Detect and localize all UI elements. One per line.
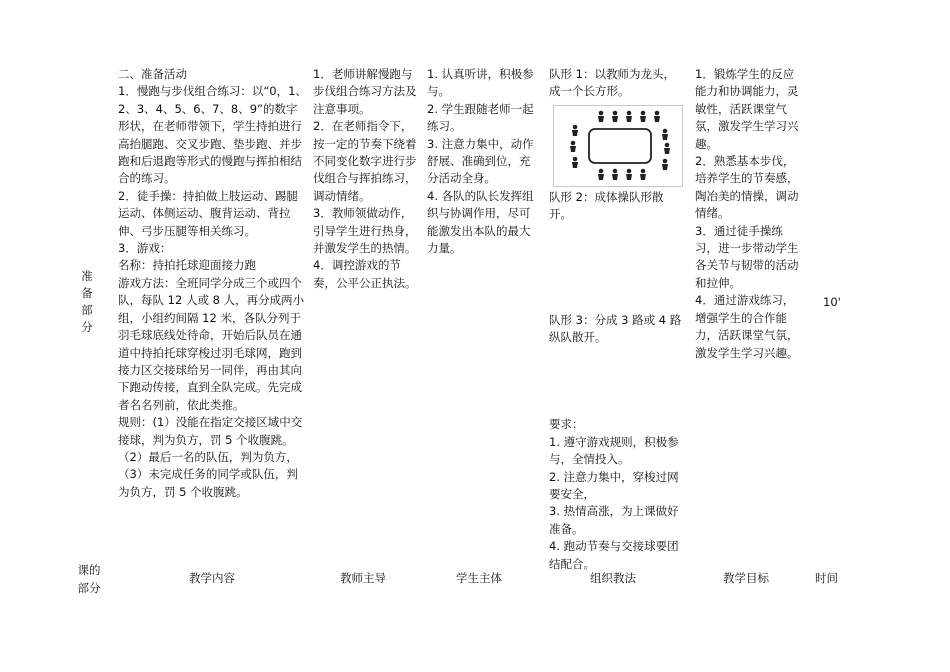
formation-3: 队形 3：分成 3 路或 4 路纵队散开。 [549, 312, 682, 345]
section-name [76, 268, 98, 336]
student-figure-icon [612, 111, 618, 122]
teaching-goals-column [695, 66, 805, 362]
goal-item: 1．锻炼学生的反应能力和协调能力，灵敏性，活跃课堂气氛，激发学生学习兴趣。 [695, 67, 799, 151]
student-figure-icon [626, 111, 632, 122]
rectangle-formation-diagram [553, 105, 683, 187]
teacher-item: 2．在老师指令下，按一定的节奏下绕着不同变化数字进行步伐组合与挥拍练习，调动情绪。 [313, 119, 417, 203]
requirement-item: 4. 跑动节奏与交接球要团结配合。 [549, 539, 679, 571]
student-figure-icon [572, 157, 578, 168]
goal-item: 2．熟悉基本步伐，培养学生的节奏感，陶冶美的情操，调动情绪。 [695, 154, 799, 221]
student-item: 2. 学生跟随老师一起练习。 [427, 101, 534, 134]
header-content: 教学内容 [189, 571, 235, 585]
organization-column [549, 66, 685, 573]
student-item: 1. 认真听讲，积极参与。 [427, 67, 534, 99]
teacher-item: 3．教师领做动作，引导学生进行热身，并激发学生的热情。 [313, 206, 417, 256]
formation-1: 队形 1：以教师为龙头，成一个长方形。 [549, 67, 675, 99]
header-organization: 组织教法 [590, 571, 636, 585]
section-time: 10' [823, 295, 841, 309]
requirement-item: 1. 遵守游戏规则，积极参与，全情投入。 [549, 434, 679, 467]
content-item: 规则：(1）没能在指定交接区域中交接球，判为负方，罚 5 个收腹跳。 [118, 415, 303, 447]
content-item: 2．徒手操：持拍做上肢运动、踢腿运动、体侧运动、腹背运动、背拉伸、弓步压腿等相关练习。 [118, 188, 298, 238]
goal-item: 4．通过游戏练习，增强学生的合作能力，活跃课堂气氛，激发学生学习兴趣。 [695, 293, 799, 360]
student-figure-icon [664, 143, 670, 154]
formation-diagram-svg [553, 105, 683, 187]
content-item: 3．游戏： [118, 241, 172, 256]
header-teacher: 教师主导 [340, 571, 386, 585]
teaching-content-column [118, 66, 308, 501]
requirement-item: 3. 热情高涨，为上课做好准备。 [549, 504, 679, 536]
header-goal: 教学目标 [723, 571, 769, 585]
content-title: 二、准备活动 [118, 67, 187, 81]
student-figures [570, 111, 670, 180]
formation-2: 队形 2：成体操队形散开。 [549, 189, 664, 222]
header-part [74, 561, 104, 597]
requirements-title: 要求： [549, 417, 584, 432]
student-figure-icon [640, 169, 646, 180]
student-figure-icon [570, 141, 576, 152]
content-item: （3）未完成任务的同学或队伍，判为负方，罚 5 个收腹跳。 [118, 467, 298, 499]
student-figure-icon [640, 111, 646, 122]
student-figure-icon [654, 111, 660, 122]
header-time: 时间 [815, 571, 838, 585]
student-figure-icon [662, 129, 668, 140]
requirement-item: 2. 注意力集中，穿梭过网要安全， [549, 469, 679, 502]
teacher-guidance-column [313, 66, 419, 292]
content-item: （2）最后一名的队伍，判为负方， [118, 449, 298, 464]
content-item: 游戏方法：全班同学分成三个或四个队，每队 12 人或 8 人，再分成两小组，小组约间隔 12 米，各队分列于羽毛球底线处待命，开始后队员在通道中持拍托球穿梭过羽毛球网，跑到接力区交接球给另一同伴，再由其向下跑动传接，直到全队完成。先完成者名名列前，依此类推。 [118, 275, 305, 412]
header-part-line: 部分 [77, 581, 101, 595]
goal-item: 3．通过徒手操练习，进一步带动学生各关节与韧带的活动和拉伸。 [695, 223, 799, 290]
student-figure-icon [612, 169, 618, 180]
content-item: 名称：持拍托球迎面接力跑 [118, 258, 256, 273]
student-item: 4. 各队的队长发挥组织与协调作用，尽可能激发出本队的最大力量。 [427, 188, 534, 256]
header-part-line: 课的 [77, 563, 101, 577]
content-item: 1．慢跑与步伐组合练习：以“0，1、2、3、4、5、6、7、8、9”的数字形状，在老师带领下，学生持拍进行高抬腿跑、交叉步跑、垫步跑、并步跑和后退跑等形式的慢跑与挥拍相结合的练习。 [118, 84, 307, 186]
teacher-item: 4．调控游戏的节奏，公平公正执法。 [313, 258, 417, 290]
student-activity-column [427, 66, 541, 257]
student-figure-icon [662, 159, 668, 170]
student-figure-icon [572, 125, 578, 136]
section-name-char: 部 [81, 303, 93, 317]
section-name-char: 准 [81, 269, 93, 283]
teacher-item: 1．老师讲解慢跑与步伐组合练习方法及注意事项。 [313, 67, 417, 116]
student-figure-icon [598, 169, 604, 180]
student-item: 3. 注意力集中，动作舒展、准确到位，充分活动全身。 [427, 136, 534, 186]
student-figure-icon [598, 111, 604, 122]
student-figure-icon [626, 169, 632, 180]
section-name-char: 分 [81, 320, 93, 334]
header-student: 学生主体 [456, 571, 502, 585]
section-name-char: 备 [81, 286, 93, 300]
